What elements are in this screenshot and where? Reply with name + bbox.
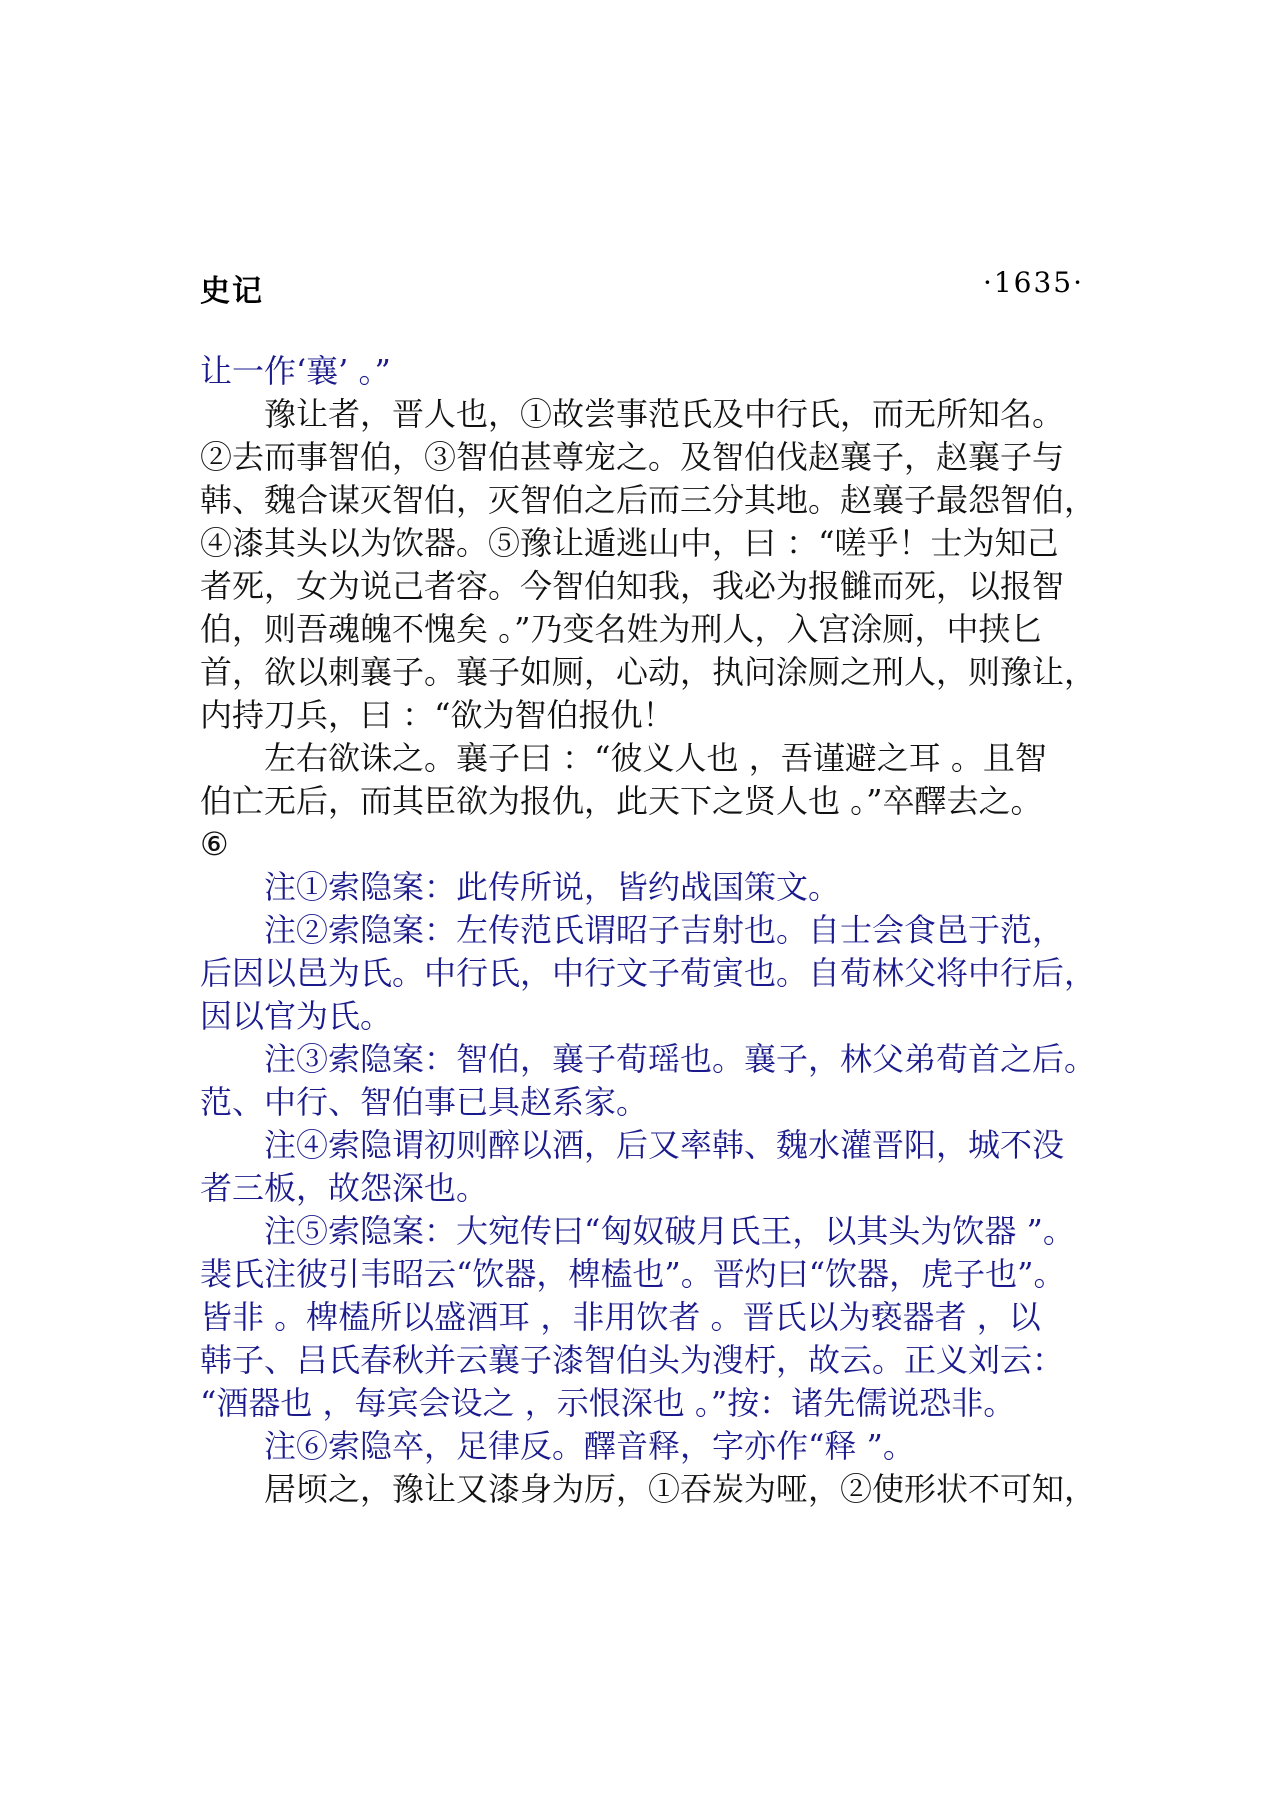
note-line: 注⑥索隐卒，足律反。醳音释，字亦作“释 ”。 [264, 1427, 915, 1465]
text-line: 内持刀兵，曰 ：“欲为智伯报仇！ [200, 696, 675, 734]
text-line: ⑥ [200, 825, 229, 863]
text-line: 左右欲诛之。襄子曰 ：“彼义人也 ，吾谨避之耳 。且智 [264, 739, 1047, 777]
note-line: 注②索隐案：左传范氏谓昭子吉射也。自士会食邑于范， [264, 911, 1065, 949]
text-line: 伯，则吾魂魄不愧矣 。”乃变名姓为刑人，入宫涂厕，中挟匕 [200, 610, 1043, 648]
note-line: 者三板，故怨深也。 [200, 1169, 489, 1207]
note-line: 注④索隐谓初则醉以酒，后又率韩、魏水灌晋阳，城不没 [264, 1126, 1065, 1164]
text-line: 韩、魏合谋灭智伯，灭智伯之后而三分其地。赵襄子最怨智伯， [200, 481, 1097, 519]
note-line: 范、中行、智伯事已具赵系家。 [200, 1083, 649, 1121]
text-line: 伯亡无后，而其臣欲为报仇，此天下之贤人也 。”卒醳去之。 [200, 782, 1043, 820]
book-title: 史记 [200, 274, 264, 309]
note-line: 注③索隐案：智伯，襄子荀瑶也。襄子，林父弟荀首之后。 [264, 1040, 1097, 1078]
text-line: 豫让者，晋人也，①故尝事范氏及中行氏，而无所知名。 [264, 395, 1065, 433]
note-line: “酒器也 ，每宾会设之 ，示恨深也 。”按：诸先儒说恐非。 [200, 1384, 1016, 1422]
note-line: 后因以邑为氏。中行氏，中行文子荀寅也。自荀林父将中行后， [200, 954, 1097, 992]
note-line: 注⑤索隐案：大宛传曰“匈奴破月氏王，以其头为饮器 ”。 [264, 1212, 1075, 1250]
text-line: ②去而事智伯，③智伯甚尊宠之。及智伯伐赵襄子，赵襄子与 [200, 438, 1065, 476]
text-line: 首，欲以刺襄子。襄子如厕，心动，执问涂厕之刑人，则豫让， [200, 653, 1097, 691]
note-line: 注①索隐案：此传所说，皆约战国策文。 [264, 868, 841, 906]
text-line: 居顷之，豫让又漆身为厉，①吞炭为哑，②使形状不可知， [264, 1470, 1097, 1508]
page-header [200, 266, 1084, 309]
text-line: ④漆其头以为饮器。⑤豫让遁逃山中，曰 ：“嗟乎！士为知己 [200, 524, 1059, 562]
page-body [200, 350, 1100, 1511]
note-line: 皆非 。椑榼所以盛酒耳 ，非用饮者 。晋氏以为亵器者 ，以 [200, 1298, 1041, 1336]
note-line: 裴氏注彼引韦昭云“饮器，椑榼也”。晋灼曰“饮器，虎子也”。 [200, 1255, 1066, 1293]
page-number: ·1635· [982, 266, 1084, 299]
note-line: 因以官为氏。 [200, 997, 393, 1035]
text-line: 者死，女为说己者容。今智伯知我，我必为报雠而死，以报智 [200, 567, 1065, 605]
text-line: 让一作‘襄’ 。” [200, 352, 391, 390]
note-line: 韩子、吕氏春秋并云襄子漆智伯头为溲杅，故云。正义刘云： [200, 1341, 1065, 1379]
